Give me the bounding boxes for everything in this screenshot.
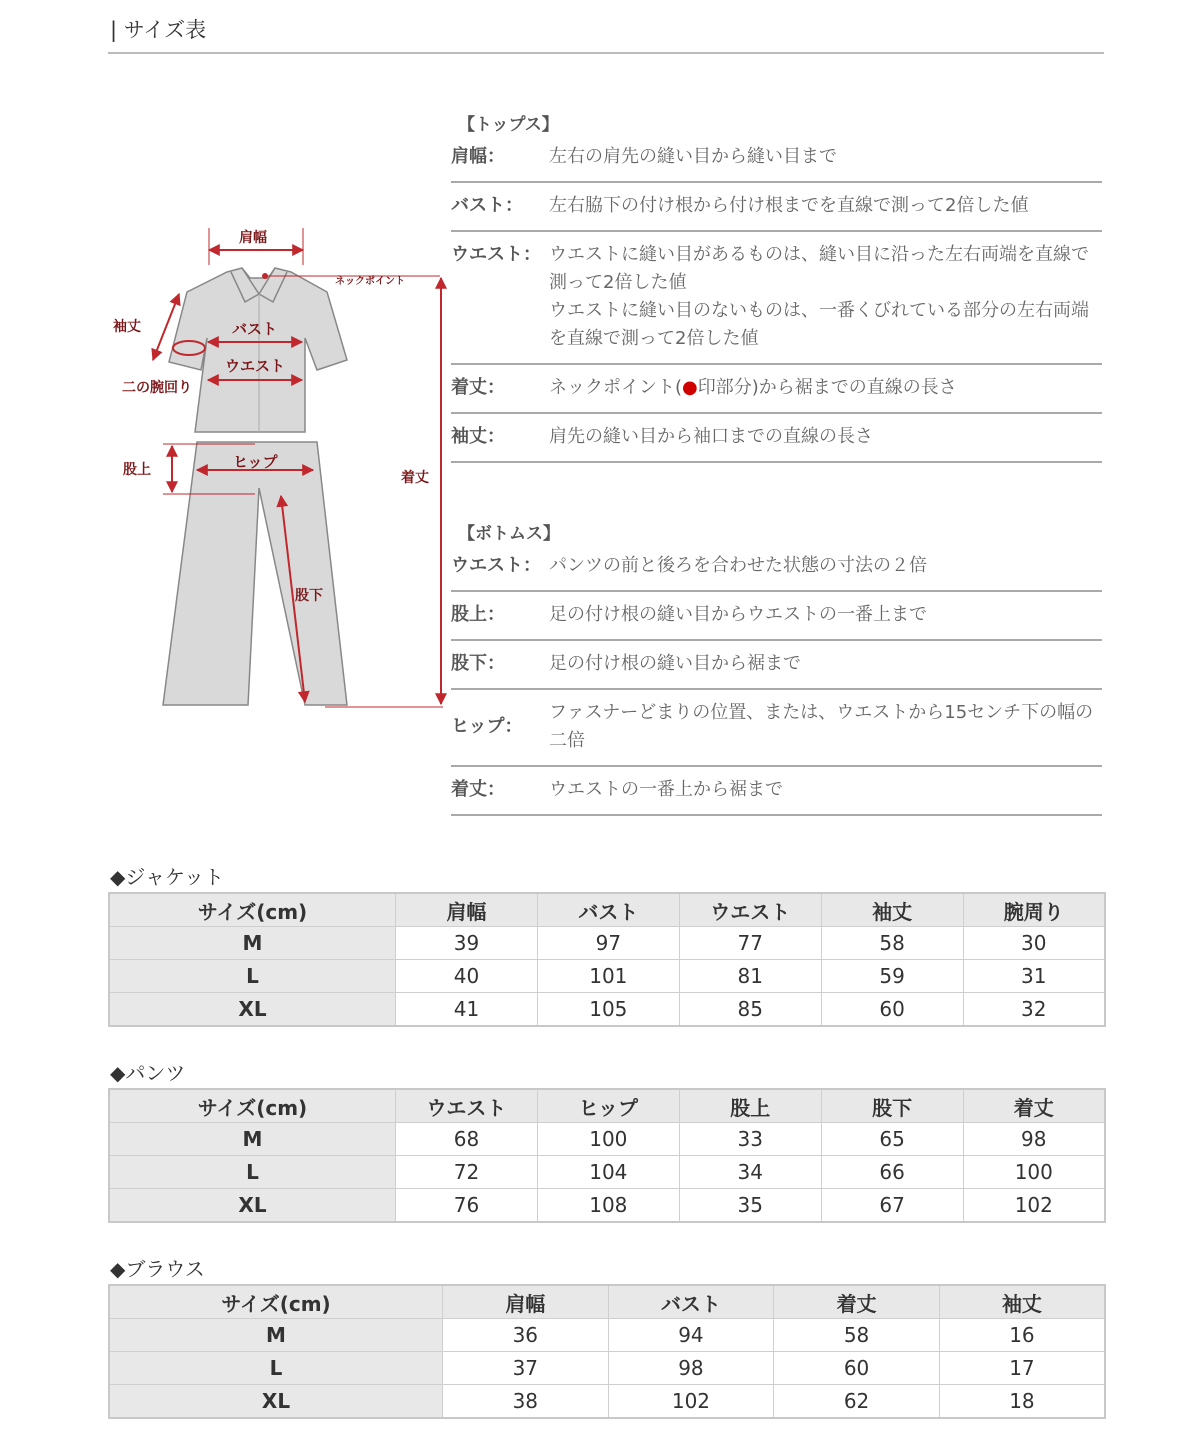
def-label: 着丈： bbox=[451, 377, 505, 398]
def-label: 袖丈： bbox=[451, 426, 505, 447]
table-cell: 72 bbox=[396, 1156, 538, 1189]
table-cell: 104 bbox=[537, 1156, 679, 1189]
def-label: 肩幅： bbox=[451, 146, 505, 167]
table-cell: 33 bbox=[679, 1123, 821, 1156]
size-cell: XL bbox=[109, 1189, 396, 1223]
table-title: ◆ジャケット bbox=[110, 865, 224, 889]
blouse-size-table bbox=[108, 1284, 1106, 1419]
table-cell: 58 bbox=[821, 927, 963, 960]
table-header: 腕周り bbox=[963, 893, 1105, 927]
def-label: バスト： bbox=[451, 195, 523, 216]
table-cell: 98 bbox=[963, 1123, 1105, 1156]
table-header: 股下 bbox=[821, 1089, 963, 1123]
table-cell: 94 bbox=[608, 1319, 774, 1352]
table-cell: 100 bbox=[963, 1156, 1105, 1189]
table-header: ウエスト bbox=[679, 893, 821, 927]
label-arm-circ: 二の腕回り bbox=[122, 380, 192, 396]
table-cell: 67 bbox=[821, 1189, 963, 1223]
table-cell: 18 bbox=[939, 1385, 1105, 1419]
label-rise: 股上 bbox=[123, 462, 151, 478]
page-title: | サイズ表 bbox=[110, 18, 207, 42]
table-row bbox=[109, 927, 1105, 960]
table-cell: 41 bbox=[396, 993, 538, 1027]
label-neckpoint: ネックポイント bbox=[335, 276, 405, 287]
table-cell: 39 bbox=[396, 927, 538, 960]
jacket-size-table bbox=[108, 892, 1106, 1027]
size-cell: M bbox=[109, 1319, 443, 1352]
tops-row bbox=[451, 141, 1102, 183]
table-header: 袖丈 bbox=[939, 1285, 1105, 1319]
garment-diagram bbox=[105, 220, 450, 720]
table-cell: 59 bbox=[821, 960, 963, 993]
jacket-size-table-block bbox=[108, 862, 1106, 1027]
size-cell: L bbox=[109, 960, 396, 993]
label-length: 着丈 bbox=[401, 470, 429, 486]
def-text: 足の付け根の縫い目から裾まで bbox=[549, 653, 801, 674]
tops-row bbox=[451, 365, 1102, 414]
table-header: 袖丈 bbox=[821, 893, 963, 927]
table-header: 肩幅 bbox=[443, 1285, 609, 1319]
table-header: ウエスト bbox=[396, 1089, 538, 1123]
table-cell: 30 bbox=[963, 927, 1105, 960]
def-text: 足の付け根の縫い目からウエストの一番上まで bbox=[549, 604, 927, 625]
def-text: ウエストに縫い目があるものは、縫い目に沿った左右両端を直線で 測って2倍した値 ウエストに縫い目のないものは、一番くびれている部分の左右両端 を直線で測って2倍した値 bbox=[549, 244, 1089, 349]
table-cell: 102 bbox=[963, 1189, 1105, 1223]
label-sleeve: 袖丈 bbox=[113, 319, 141, 335]
def-label: 股下： bbox=[451, 653, 505, 674]
table-cell: 66 bbox=[821, 1156, 963, 1189]
table-row bbox=[109, 1319, 1105, 1352]
table-cell: 36 bbox=[443, 1319, 609, 1352]
bottoms-row bbox=[451, 767, 1102, 816]
table-cell: 98 bbox=[608, 1352, 774, 1385]
table-row bbox=[109, 1352, 1105, 1385]
table-cell: 40 bbox=[396, 960, 538, 993]
table-header: 着丈 bbox=[774, 1285, 940, 1319]
table-header: バスト bbox=[608, 1285, 774, 1319]
table-cell: 16 bbox=[939, 1319, 1105, 1352]
table-header: 肩幅 bbox=[396, 893, 538, 927]
table-cell: 62 bbox=[774, 1385, 940, 1419]
table-cell: 65 bbox=[821, 1123, 963, 1156]
table-cell: 37 bbox=[443, 1352, 609, 1385]
table-cell: 97 bbox=[537, 927, 679, 960]
table-cell: 108 bbox=[537, 1189, 679, 1223]
neckpoint-dot-icon: ● bbox=[682, 377, 698, 398]
tops-heading: 【トップス】 bbox=[458, 115, 559, 135]
table-cell: 34 bbox=[679, 1156, 821, 1189]
table-cell: 58 bbox=[774, 1319, 940, 1352]
measurement-definitions bbox=[451, 110, 1102, 816]
table-row bbox=[109, 1123, 1105, 1156]
table-cell: 81 bbox=[679, 960, 821, 993]
table-row bbox=[109, 1189, 1105, 1223]
table-row bbox=[109, 960, 1105, 993]
bottoms-row bbox=[451, 690, 1102, 767]
table-row bbox=[109, 1156, 1105, 1189]
tops-row bbox=[451, 183, 1102, 232]
table-cell: 60 bbox=[774, 1352, 940, 1385]
blouse-size-table-block bbox=[108, 1254, 1106, 1419]
table-header: ヒップ bbox=[537, 1089, 679, 1123]
table-cell: 68 bbox=[396, 1123, 538, 1156]
tops-row bbox=[451, 232, 1102, 365]
table-header: 股上 bbox=[679, 1089, 821, 1123]
def-text: 左右脇下の付け根から付け根までを直線で測って2倍した値 bbox=[549, 195, 1029, 216]
def-label: ウエスト： bbox=[451, 555, 541, 576]
table-cell: 100 bbox=[537, 1123, 679, 1156]
table-cell: 102 bbox=[608, 1385, 774, 1419]
table-header-row bbox=[109, 1089, 1105, 1123]
table-cell: 32 bbox=[963, 993, 1105, 1027]
table-header: サイズ(cm) bbox=[109, 893, 396, 927]
bottoms-row bbox=[451, 641, 1102, 690]
size-cell: L bbox=[109, 1352, 443, 1385]
table-header-row bbox=[109, 893, 1105, 927]
table-header: 着丈 bbox=[963, 1089, 1105, 1123]
bottoms-heading: 【ボトムス】 bbox=[458, 524, 560, 544]
def-text: ファスナーどまりの位置、または、ウエストから15センチ下の幅の 二倍 bbox=[549, 702, 1094, 751]
def-label: 着丈： bbox=[451, 779, 505, 800]
table-cell: 77 bbox=[679, 927, 821, 960]
table-cell: 31 bbox=[963, 960, 1105, 993]
size-cell: XL bbox=[109, 1385, 443, 1419]
size-cell: XL bbox=[109, 993, 396, 1027]
pants-shape bbox=[163, 442, 347, 705]
pants-size-table-block bbox=[108, 1058, 1106, 1223]
def-text bbox=[549, 374, 1102, 402]
table-cell: 60 bbox=[821, 993, 963, 1027]
tops-row bbox=[451, 414, 1102, 463]
measurement-illustration bbox=[105, 220, 450, 720]
bottoms-row bbox=[451, 592, 1102, 641]
table-header: バスト bbox=[537, 893, 679, 927]
def-text: ウエストの一番上から裾まで bbox=[549, 779, 783, 800]
table-title: ◆パンツ bbox=[110, 1061, 186, 1085]
def-label: ウエスト： bbox=[451, 244, 541, 265]
label-shoulder: 肩幅 bbox=[239, 230, 267, 246]
label-inseam: 股下 bbox=[295, 588, 323, 604]
table-header: サイズ(cm) bbox=[109, 1285, 443, 1319]
pants-size-table bbox=[108, 1088, 1106, 1223]
size-cell: M bbox=[109, 1123, 396, 1156]
def-text: 肩先の縫い目から袖口までの直線の長さ bbox=[549, 426, 873, 447]
size-cell: M bbox=[109, 927, 396, 960]
def-label: 股上： bbox=[451, 604, 505, 625]
def-text-after: 印部分)から裾までの直線の長さ bbox=[697, 377, 957, 398]
size-cell: L bbox=[109, 1156, 396, 1189]
label-bust: バスト bbox=[232, 320, 278, 338]
table-header: サイズ(cm) bbox=[109, 1089, 396, 1123]
def-label: ヒップ： bbox=[451, 716, 523, 737]
table-cell: 85 bbox=[679, 993, 821, 1027]
label-waist: ウエスト bbox=[225, 357, 286, 375]
table-title: ◆ブラウス bbox=[110, 1257, 205, 1281]
table-cell: 105 bbox=[537, 993, 679, 1027]
table-cell: 35 bbox=[679, 1189, 821, 1223]
def-text: 左右の肩先の縫い目から縫い目まで bbox=[549, 146, 837, 167]
table-cell: 17 bbox=[939, 1352, 1105, 1385]
def-text: パンツの前と後ろを合わせた状態の寸法の２倍 bbox=[549, 555, 927, 576]
label-hip: ヒップ bbox=[233, 453, 278, 471]
table-cell: 101 bbox=[537, 960, 679, 993]
table-row bbox=[109, 1385, 1105, 1419]
table-cell: 76 bbox=[396, 1189, 538, 1223]
table-header-row bbox=[109, 1285, 1105, 1319]
def-text-before: ネックポイント( bbox=[549, 377, 683, 398]
title-divider bbox=[108, 52, 1104, 54]
bottoms-row bbox=[451, 550, 1102, 592]
table-row bbox=[109, 993, 1105, 1027]
table-cell: 38 bbox=[443, 1385, 609, 1419]
